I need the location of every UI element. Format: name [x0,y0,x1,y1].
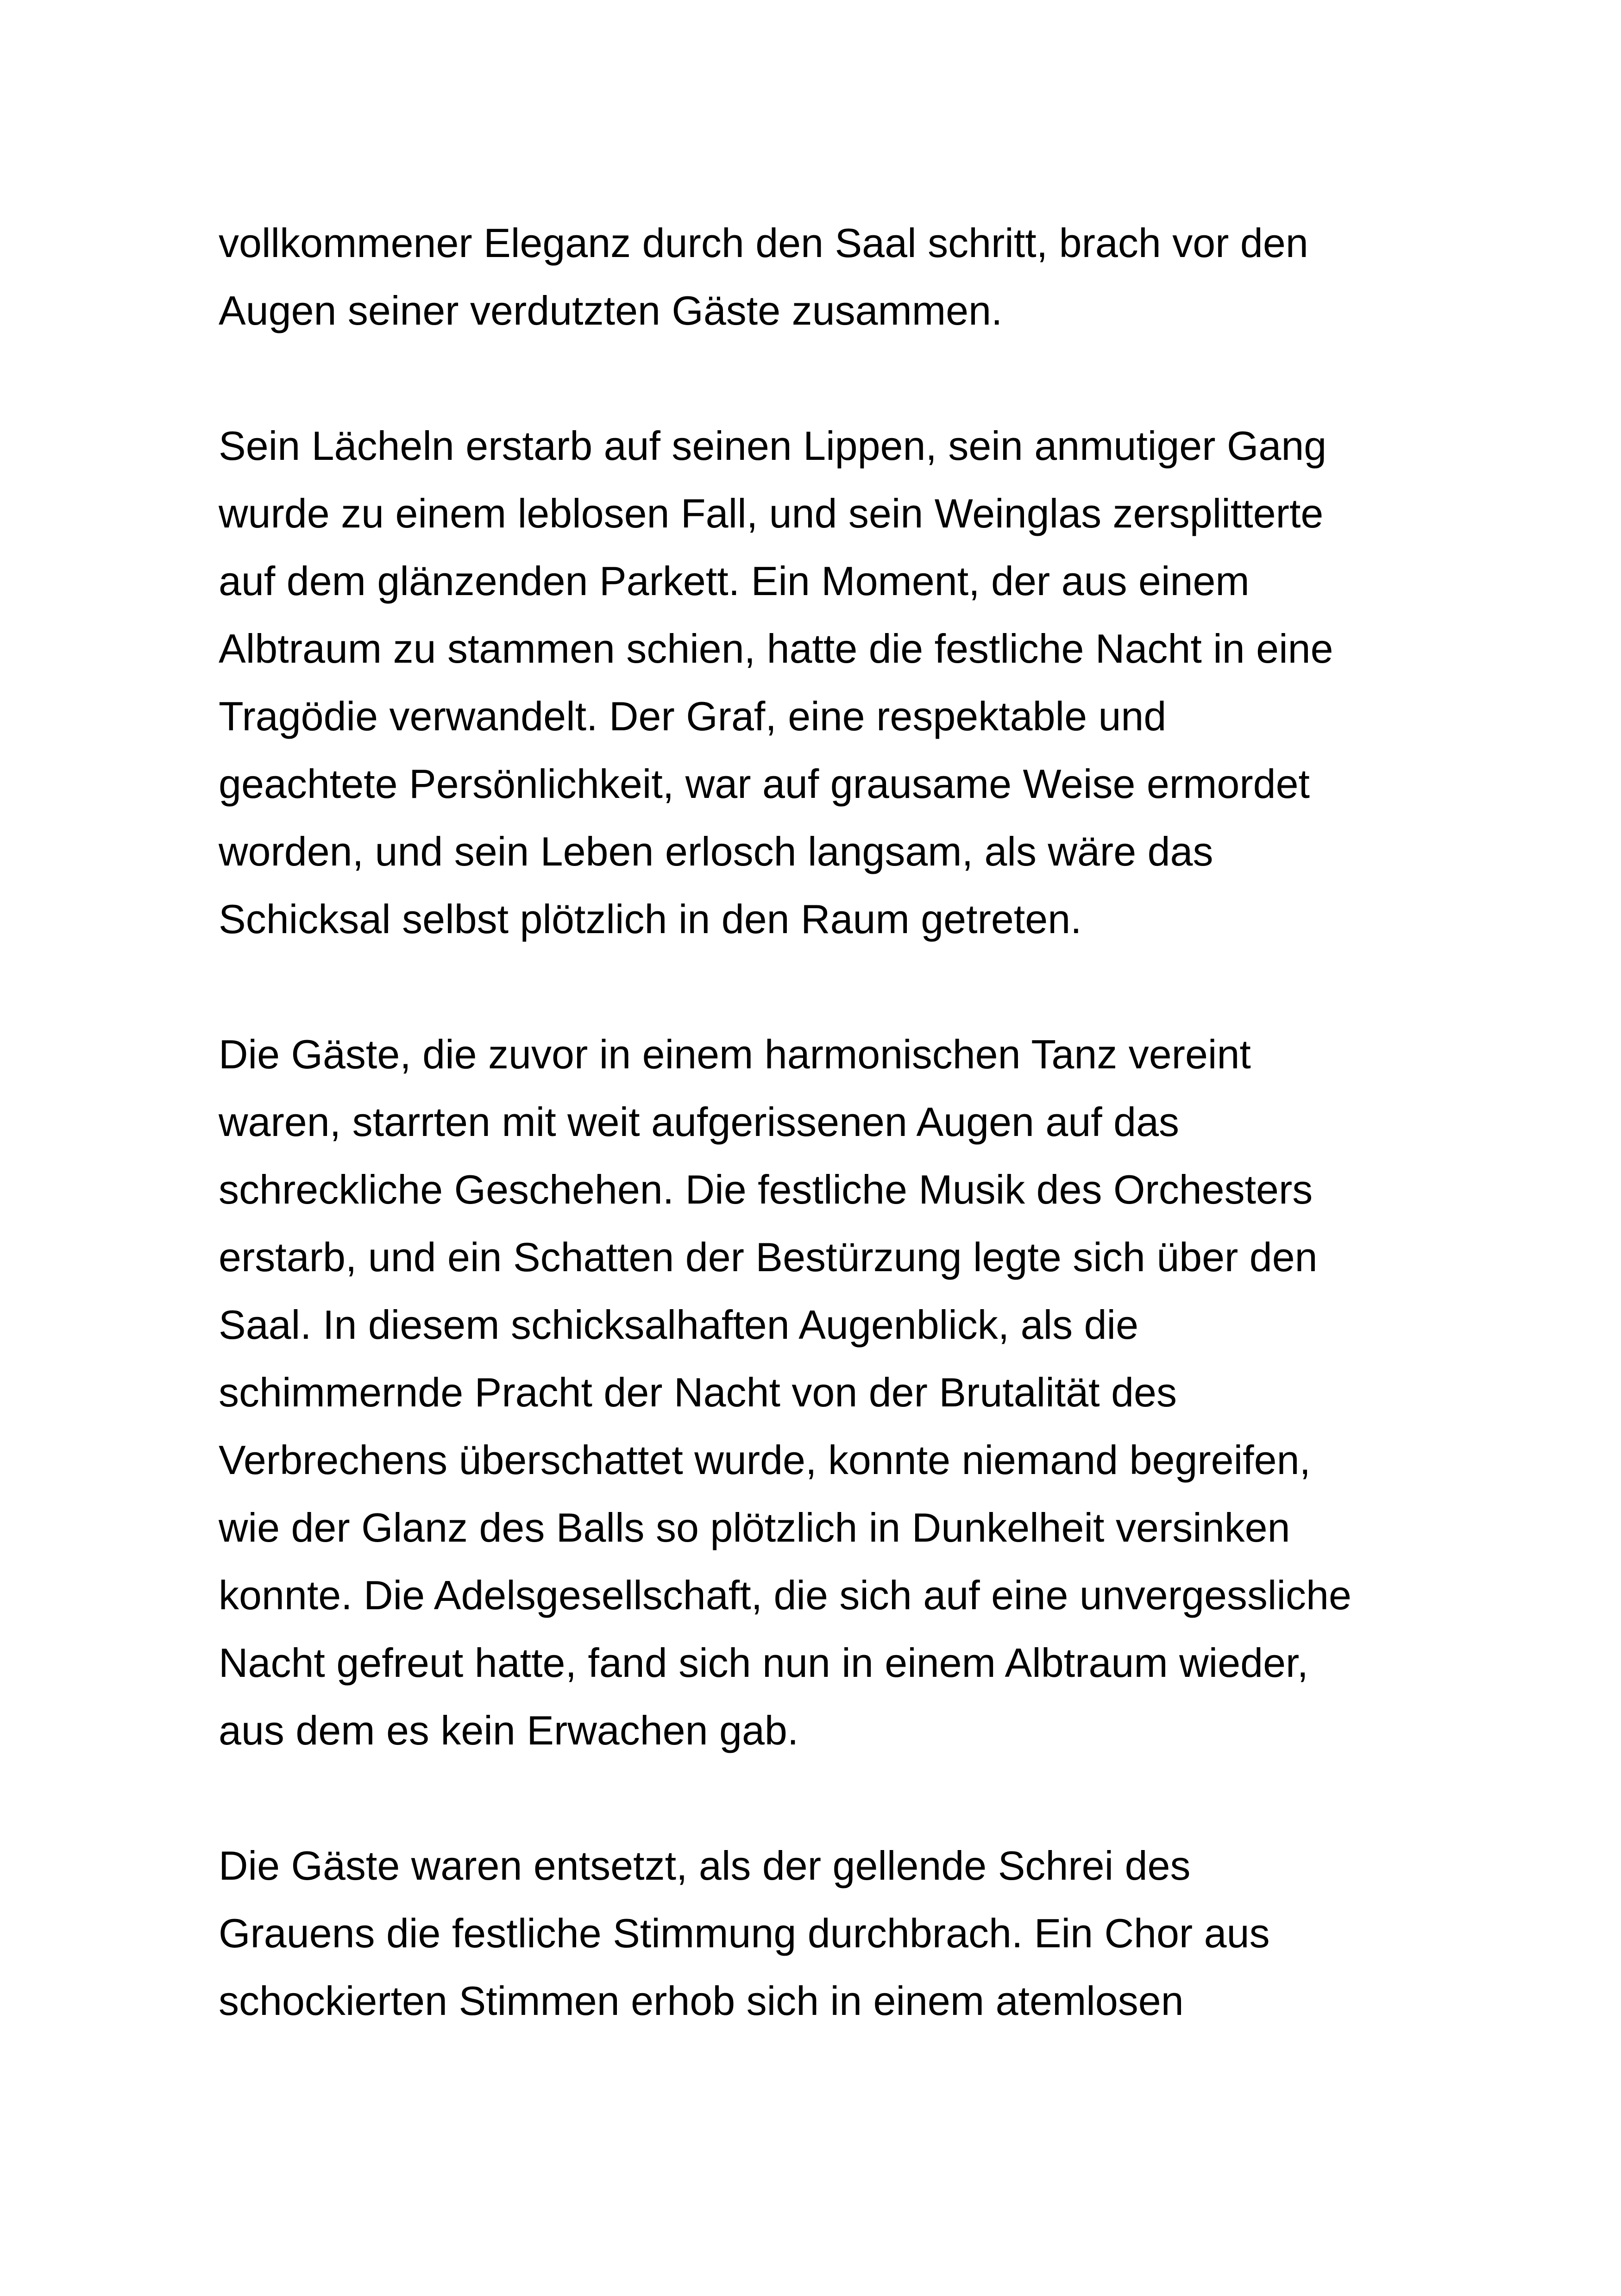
text-line: wurde zu einem leblosen Fall, und sein Weinglas zersplitterte [219,490,1324,536]
text-line: Die Gäste, die zuvor in einem harmonischen Tanz vereint [219,1031,1251,1077]
text-line: Verbrechens überschattet wurde, konnte niemand begreifen, [219,1437,1311,1483]
text-line: schreckliche Geschehen. Die festliche Musik des Orchesters [219,1167,1313,1212]
text-line: Sein Lächeln erstarb auf seinen Lippen, sein anmutiger Gang [219,423,1327,469]
paragraph-2 [219,412,1515,953]
text-line: erstarb, und ein Schatten der Bestürzung legte sich über den [219,1234,1318,1280]
text-line: Saal. In diesem schicksalhaften Augenblick, als die [219,1302,1139,1348]
paragraph-4 [219,1832,1515,2035]
paragraph-1 [219,209,1515,345]
text-line: Albtraum zu stammen schien, hatte die festliche Nacht in eine [219,626,1333,671]
body-text [219,209,1515,2035]
text-line: aus dem es kein Erwachen gab. [219,1707,799,1753]
text-line: schockierten Stimmen erhob sich in einem atemlosen [219,1978,1184,2024]
text-line: waren, starrten mit weit aufgerissenen Augen auf das [219,1099,1180,1145]
text-line: worden, und sein Leben erlosch langsam, als wäre das [219,828,1213,874]
text-line: Schicksal selbst plötzlich in den Raum getreten. [219,896,1082,942]
text-line: auf dem glänzenden Parkett. Ein Moment, der aus einem [219,558,1250,604]
text-line: wie der Glanz des Balls so plötzlich in Dunkelheit versinken [219,1505,1290,1550]
text-line: Augen seiner verdutzten Gäste zusammen. [219,288,1003,333]
text-line: Tragödie verwandelt. Der Graf, eine respektable und [219,693,1167,739]
text-line: konnte. Die Adelsgesellschaft, die sich auf eine unvergessliche [219,1572,1351,1618]
text-line: vollkommener Eleganz durch den Saal schritt, brach vor den [219,220,1308,266]
text-line: geachtete Persönlichkeit, war auf grausame Weise ermordet [219,761,1310,807]
text-line: Nacht gefreut hatte, fand sich nun in einem Albtraum wieder, [219,1640,1308,1686]
text-line: Die Gäste waren entsetzt, als der gellende Schrei des [219,1843,1191,1888]
text-line: schimmernde Pracht der Nacht von der Brutalität des [219,1369,1177,1415]
text-line: Grauens die festliche Stimmung durchbrach. Ein Chor aus [219,1910,1270,1956]
paragraph-3 [219,1021,1515,1764]
